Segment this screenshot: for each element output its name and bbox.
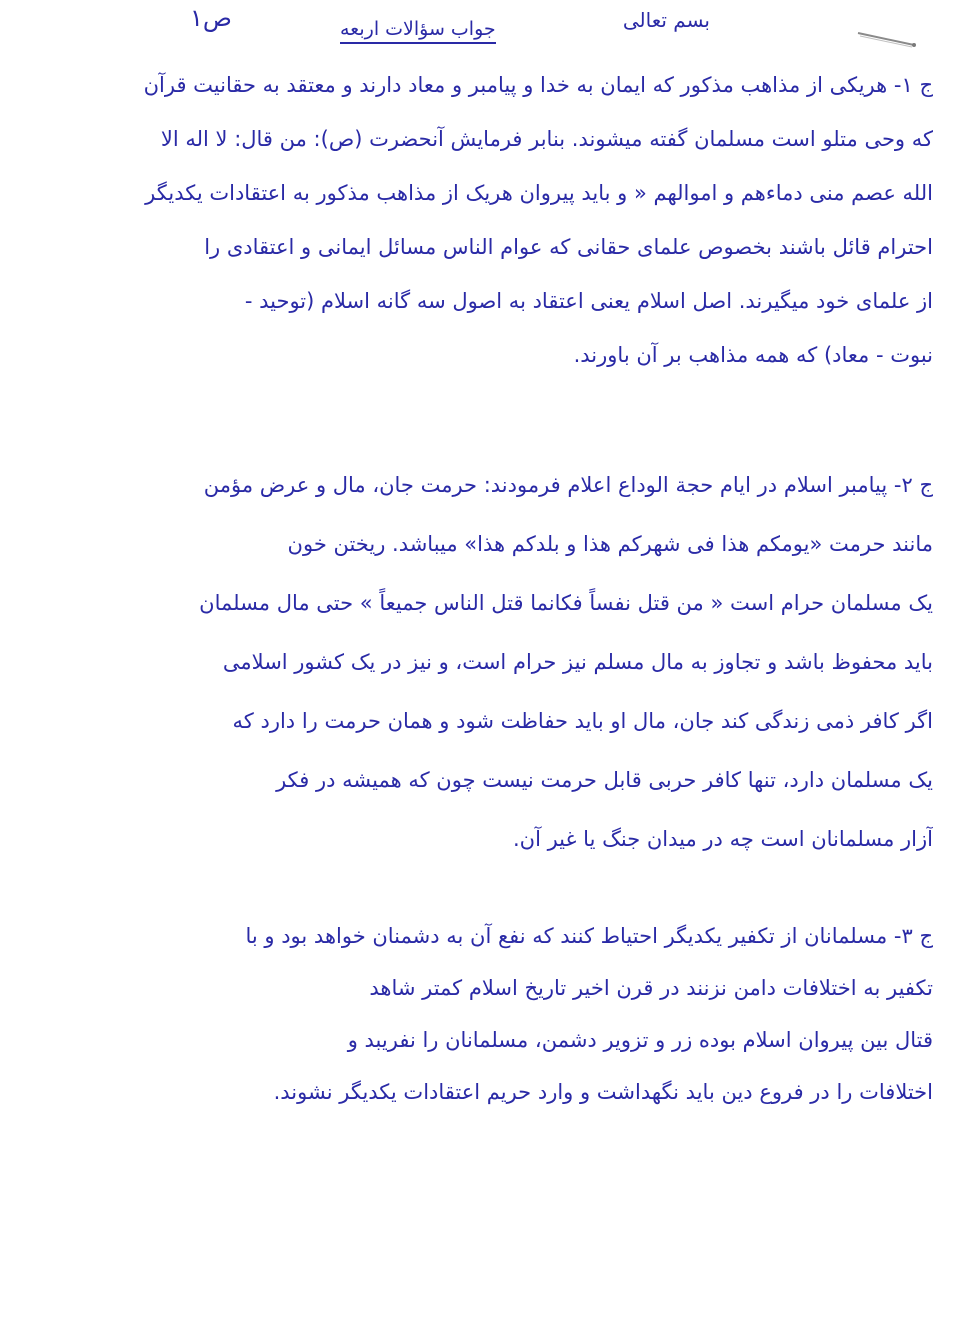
answer-line: الله عصم منی دماءهم و اموالهم « و باید پیروان هریک از مذاهب مذکور به اعتقادات یکدیگر bbox=[145, 181, 933, 205]
answer-line: اگر کافر ذمی زندگی کند جان، مال او باید حفاظت شود و همان حرمت را دارد که bbox=[232, 709, 933, 733]
answer-line: یک مسلمان حرام است « من قتل نفساً فکانما قتل الناس جمیعاً » حتی مال مسلمان bbox=[199, 591, 933, 615]
answer-line: قتال بین پیروان اسلام بوده زر و تزویر دشمن، مسلمانان را نفریبد و bbox=[347, 1028, 933, 1052]
answer-2 bbox=[20, 456, 933, 869]
answer-line: احترام قائل باشند بخصوص علمای حقانی که عوام الناس مسائل ایمانی و اعتقادی را bbox=[204, 235, 933, 259]
answer-line: ج ۲- پیامبر اسلام در ایام حجة الوداع اعلام فرمودند: حرمت جان، مال و عرض مؤمن bbox=[203, 473, 933, 497]
answer-line: تکفیر به اختلافات دامن نزنند در قرن اخیر تاریخ اسلام کمتر شاهد bbox=[369, 976, 933, 1000]
answer-line: مانند حرمت «یومکم هذا فی شهرکم هذا و بلدکم هذا» میباشد. ریختن خون bbox=[287, 532, 933, 556]
answer-line: که وحی متلو است مسلمان گفته میشوند. بنابر فرمایش آنحضرت (ص): من قال: لا اله الا bbox=[160, 127, 933, 151]
answer-line: نبوت - معاد) که همه مذاهب بر آن باورند. bbox=[573, 343, 933, 367]
page-number: ص۱ bbox=[190, 4, 232, 32]
answer-line: اختلافات را در فروع دین باید نگهداشت و وارد حریم اعتقادات یکدیگر نشوند. bbox=[273, 1080, 933, 1104]
bismillah-heading: بسم تعالی bbox=[622, 8, 710, 32]
page-header bbox=[180, 4, 740, 54]
answer-line: از علمای خود میگیرند. اصل اسلام یعنی اعتقاد به اصول سه گانه اسلام (توحید - bbox=[244, 289, 933, 313]
answer-1 bbox=[20, 58, 933, 382]
answer-3 bbox=[20, 910, 933, 1118]
answer-line: باید محفوظ باشد و تجاوز به مال مسلم نیز حرام است، و نیز در یک کشور اسلامی bbox=[222, 650, 933, 674]
answer-line: ج ۳- مسلمانان از تکفیر یکدیگر احتیاط کنند که نفع آن به دشمنان خواهد بود و با bbox=[245, 924, 933, 948]
answers-title: جواب سؤالات اربعه bbox=[340, 18, 496, 44]
answer-line: ج ۱- هریکی از مذاهب مذکور که ایمان به خدا و پیامبر و معاد دارند و معتقد به حقانیت قرآن bbox=[143, 73, 933, 97]
answer-line: یک مسلمان دارد، تنها کافر حربی قابل حرمت نیست چون که همیشه در فکر bbox=[276, 768, 933, 792]
answer-line: آزار مسلمانان است چه در میدان جنگ یا غیر آن. bbox=[512, 827, 933, 851]
staple-pin-icon bbox=[856, 30, 918, 48]
